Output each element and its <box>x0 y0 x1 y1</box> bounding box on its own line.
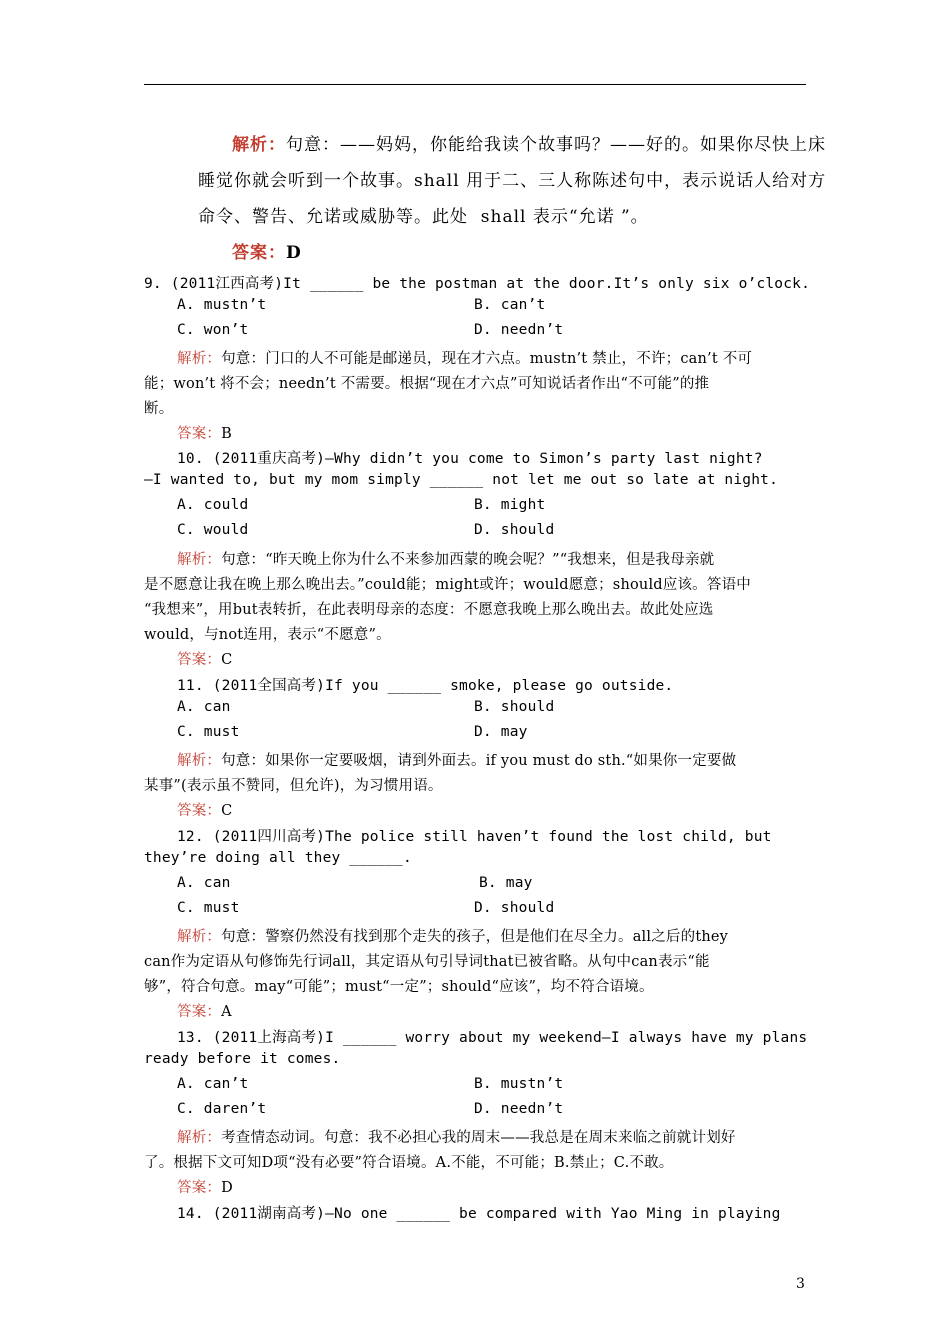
question-stem: 9. (2011江西高考)It ______ be the postman at the door.It’s only six o’clock. <box>144 276 811 292</box>
answer-value: D <box>221 1180 233 1196</box>
top-analysis-line1 <box>232 130 826 155</box>
option-a: A. could <box>177 497 249 513</box>
option-b: B. might <box>474 497 546 513</box>
answer-line <box>177 1176 233 1197</box>
question-stem: 12. (2011四川高考)The police still haven’t found the lost child, but <box>177 829 772 845</box>
answer-value: A <box>221 1004 232 1020</box>
option-d: D. may <box>474 724 528 740</box>
answer-line <box>177 799 232 820</box>
option-a: A. mustn’t <box>177 297 267 313</box>
answer-value: C <box>221 652 233 668</box>
analysis-line: can作为定语从句修饰先行词all，其定语从句引导词that已被省略。从句中can表示“能 <box>144 954 710 970</box>
answer-value: D <box>286 243 302 263</box>
page-number: 3 <box>796 1276 805 1292</box>
answer-label: 答案： <box>177 426 222 442</box>
option-c: C. must <box>177 724 240 740</box>
analysis-label: 解析： <box>177 1130 222 1146</box>
answer-line <box>177 422 232 443</box>
analysis-text: 考查情态动词。句意：我不必担心我的周末——我总是在周末来临之前就计划好 <box>221 1130 736 1146</box>
question-stem: —I wanted to, but my mom simply ______ not let me out so late at night. <box>144 472 779 488</box>
option-a: A. can’t <box>177 1076 249 1092</box>
analysis-line: “我想来”，用but表转折，在此表明母亲的态度：不愿意我晚上那么晚出去。故此处应选 <box>144 602 714 618</box>
top-analysis-line3: 命令、警告、允诺或威胁等。此处 shall 表示“允诺 ”。 <box>198 207 649 227</box>
analysis-label: 解析： <box>177 552 222 568</box>
analysis-line <box>177 347 752 368</box>
option-d: D. should <box>474 900 555 916</box>
analysis-label: 解析： <box>177 753 222 769</box>
option-c: C. must <box>177 900 240 916</box>
analysis-label: 解析： <box>177 351 222 367</box>
analysis-line: 够”，符合句意。may“可能”；must“一定”；should“应该”，均不符合语境。 <box>144 979 654 995</box>
answer-line <box>177 1000 232 1021</box>
analysis-label: 解析： <box>177 929 222 945</box>
option-d: D. should <box>474 522 555 538</box>
option-b: B. can’t <box>474 297 546 313</box>
analysis-line <box>177 749 736 770</box>
option-c: C. won’t <box>177 322 249 338</box>
answer-value: C <box>221 803 233 819</box>
analysis-line: 断。 <box>144 401 174 417</box>
answer-line <box>177 648 232 669</box>
question-stem: 14. (2011湖南高考)—No one ______ be compared with Yao Ming in playing <box>177 1206 781 1222</box>
analysis-line: would，与not连用，表示“不愿意”。 <box>144 627 391 643</box>
question-stem: 13. (2011上海高考)I ______ worry about my weekend—I always have my plans <box>177 1030 808 1046</box>
top-analysis-line2: 睡觉你就会听到一个故事。shall 用于二、三人称陈述句中，表示说话人给对方 <box>198 171 827 191</box>
answer-label: 答案： <box>177 652 222 668</box>
option-a: A. can <box>177 699 231 715</box>
header-rule <box>144 84 806 85</box>
analysis-text: 句意：警察仍然没有找到那个走失的孩子，但是他们在尽全力。all之后的they <box>221 929 729 945</box>
analysis-line <box>177 1126 736 1147</box>
analysis-text: 句意：如果你一定要吸烟，请到外面去。if you must do sth.“如果你一定要做 <box>221 753 737 769</box>
analysis-text: 句意：——妈妈，你能给我读个故事吗？——好的。如果你尽快上床 <box>286 135 826 155</box>
option-c: C. would <box>177 522 249 538</box>
answer-label: 答案： <box>177 803 222 819</box>
question-stem: 11. (2011全国高考)If you ______ smoke, please go outside. <box>177 678 674 694</box>
analysis-line <box>177 925 728 946</box>
answer-label: 答案： <box>177 1004 222 1020</box>
option-b: B. should <box>474 699 555 715</box>
question-stem: 10. (2011重庆高考)—Why didn’t you come to Simon’s party last night? <box>177 451 763 467</box>
analysis-line: 是不愿意让我在晚上那么晚出去。”could能；might或许；would愿意；should应该。答语中 <box>144 577 751 593</box>
option-a: A. can <box>177 875 231 891</box>
question-stem: they’re doing all they ______. <box>144 850 412 866</box>
analysis-line: 了。根据下文可知D项“没有必要”符合语境。A.不能，不可能；B.禁止；C.不敢。 <box>144 1155 674 1171</box>
analysis-line: 能；won’t 将不会；needn’t 不需要。根据“现在才六点”可知说话者作出“不可能”的推 <box>144 376 710 392</box>
option-b: B. may <box>479 875 533 891</box>
analysis-line <box>177 548 714 569</box>
top-answer <box>232 238 302 263</box>
analysis-label: 解析： <box>232 135 286 155</box>
analysis-text: 句意：“昨天晚上你为什么不来参加西蒙的晚会呢？”“我想来，但是我母亲就 <box>221 552 715 568</box>
option-b: B. mustn’t <box>474 1076 564 1092</box>
answer-label: 答案： <box>232 243 286 263</box>
analysis-text: 句意：门口的人不可能是邮递员，现在才六点。mustn’t 禁止，不许；can’t 不可 <box>221 351 753 367</box>
answer-value: B <box>221 426 232 442</box>
option-d: D. needn’t <box>474 1101 564 1117</box>
option-c: C. daren’t <box>177 1101 267 1117</box>
answer-label: 答案： <box>177 1180 222 1196</box>
option-d: D. needn’t <box>474 322 564 338</box>
question-stem: ready before it comes. <box>144 1051 341 1067</box>
analysis-line: 某事”(表示虽不赞同，但允许)，为习惯用语。 <box>144 778 443 794</box>
